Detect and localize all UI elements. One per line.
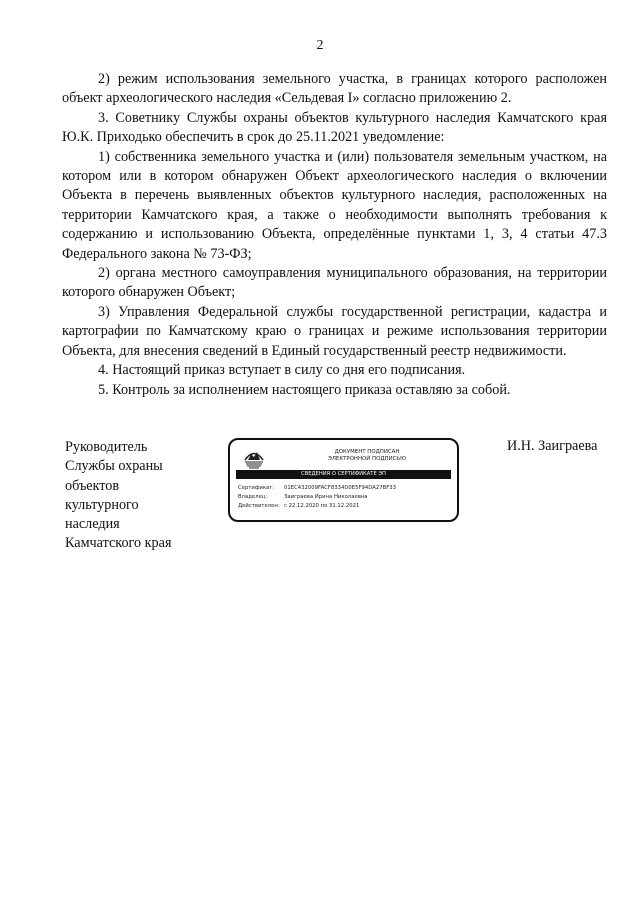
stamp-row-label: Действителен:: [238, 503, 280, 509]
stamp-title-line: ДОКУМЕНТ ПОДПИСАН: [334, 449, 400, 455]
coat-of-arms-icon: [242, 446, 266, 470]
paragraph-registry-notification: 3) Управления Федеральной службы государственной регистрации, кадастра и картографии по Камчатскому краю о границах и режиме использования территории Объекта, для внесения сведений в Единый государственный реестр недвижимости.: [62, 303, 607, 359]
paragraph-land-use-regime: 2) режим использования земельного участка, в границах которого расположен объект археологического наследия «Сельдевая I» согласно приложению 2.: [62, 71, 607, 107]
stamp-row-value: с 22.12.2020 по 31.12.2021: [284, 503, 360, 509]
stamp-title: [282, 449, 452, 463]
signatory-title: [65, 438, 215, 554]
signatory-title-line: Камчатского края: [65, 535, 172, 552]
signatory-name: И.Н. Заиграева: [507, 438, 598, 454]
signatory-title-line: культурного: [65, 496, 139, 513]
paragraph-municipal-notification: 2) органа местного самоуправления муниципального образования, на территории которого обнаружен Объект;: [62, 265, 607, 301]
stamp-row-label: Сертификат:: [238, 485, 275, 491]
signatory-title-line: Службы охраны: [65, 458, 163, 475]
paragraph-notification-order: 3. Советнику Службы охраны объектов культурного наследия Камчатского края Ю.К. Приходько обеспечить в срок до 25.11.2021 уведомление:: [62, 109, 607, 146]
stamp-certificate-header: СВЕДЕНИЯ О СЕРТИФИКАТЕ ЭП: [236, 470, 451, 479]
page-number: 2: [316, 38, 324, 53]
paragraph-control: 5. Контроль за исполнением настоящего приказа оставляю за собой.: [98, 381, 511, 398]
signatory-title-line: наследия: [65, 516, 120, 533]
stamp-row-validity: [238, 502, 453, 511]
stamp-row-certificate: [238, 484, 453, 493]
document-body: [62, 70, 607, 400]
paragraph-effective-date: 4. Настоящий приказ вступает в силу со дня его подписания.: [98, 362, 466, 379]
stamp-row-value: 01EC432009FACF8334D0E5F94DA27BF33: [284, 485, 397, 491]
stamp-row-label: Владелец:: [238, 494, 268, 500]
stamp-title-line: ЭЛЕКТРОННОЙ ПОДПИСЬЮ: [328, 456, 406, 462]
stamp-row-value: Заиграева Ирина Николаевна: [284, 494, 368, 500]
signatory-title-line: Руководитель: [65, 439, 148, 455]
stamp-row-owner: [238, 493, 453, 502]
stamp-certificate-details: [238, 484, 453, 511]
electronic-signature-stamp: [228, 438, 459, 522]
paragraph-owner-notification: 1) собственника земельного участка и (или) пользователя земельным участком, на котором или в котором обнаружен Объект археологического наследия о включении Объекта в перечень выявленных объектов культурного наследия, расположенных на территории Камчатского края, а также о необходимости выполнять требования к содержанию и использованию Объекта, определённые пунктами 1, 3, 4 статьи 47.3 Федерального закона № 73-ФЗ;: [62, 148, 607, 262]
signatory-title-line: объектов: [65, 477, 120, 494]
